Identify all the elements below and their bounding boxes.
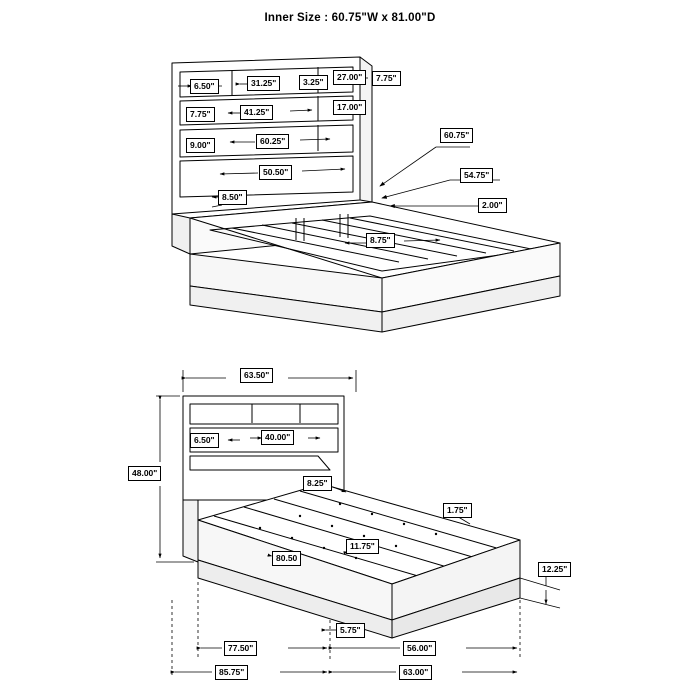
dimension-label: 8.25" [303,476,332,491]
dimension-label: 27.00" [333,70,366,85]
dimension-label: 11.75" [346,539,379,554]
dimension-label: 77.50" [224,641,257,656]
dimension-label: 50.50" [259,165,292,180]
dimension-label: 80.50 [272,551,301,566]
dimension-label: 60.75" [440,128,473,143]
dimension-label: 2.00" [478,198,507,213]
dimension-label: 6.50" [190,433,219,448]
dimension-label: 60.25" [256,134,289,149]
dimension-label: 63.50" [240,368,273,383]
dimension-label: 6.50" [190,79,219,94]
dimension-label: 7.75" [372,71,401,86]
dimension-label: 8.50" [218,190,247,205]
dimension-label: 48.00" [128,466,161,481]
dimension-label: 9.00" [186,138,215,153]
dimension-label: 12.25" [538,562,571,577]
dimension-label: 17.00" [333,100,366,115]
dimension-label: 7.75" [186,107,215,122]
dimension-label: 56.00" [403,641,436,656]
dimension-label: 41.25" [240,105,273,120]
dimension-label: 31.25" [247,76,280,91]
dimension-label: 85.75" [215,665,248,680]
dimension-label: 5.75" [336,623,365,638]
dimension-label: 54.75" [460,168,493,183]
dimension-label: 63.00" [399,665,432,680]
dimension-label: 3.25" [299,75,328,90]
dimension-label: 8.75" [366,233,395,248]
dimension-label: 40.00" [261,430,294,445]
page-title: Inner Size : 60.75"W x 81.00"D [264,12,436,24]
dimension-label: 1.75" [443,503,472,518]
